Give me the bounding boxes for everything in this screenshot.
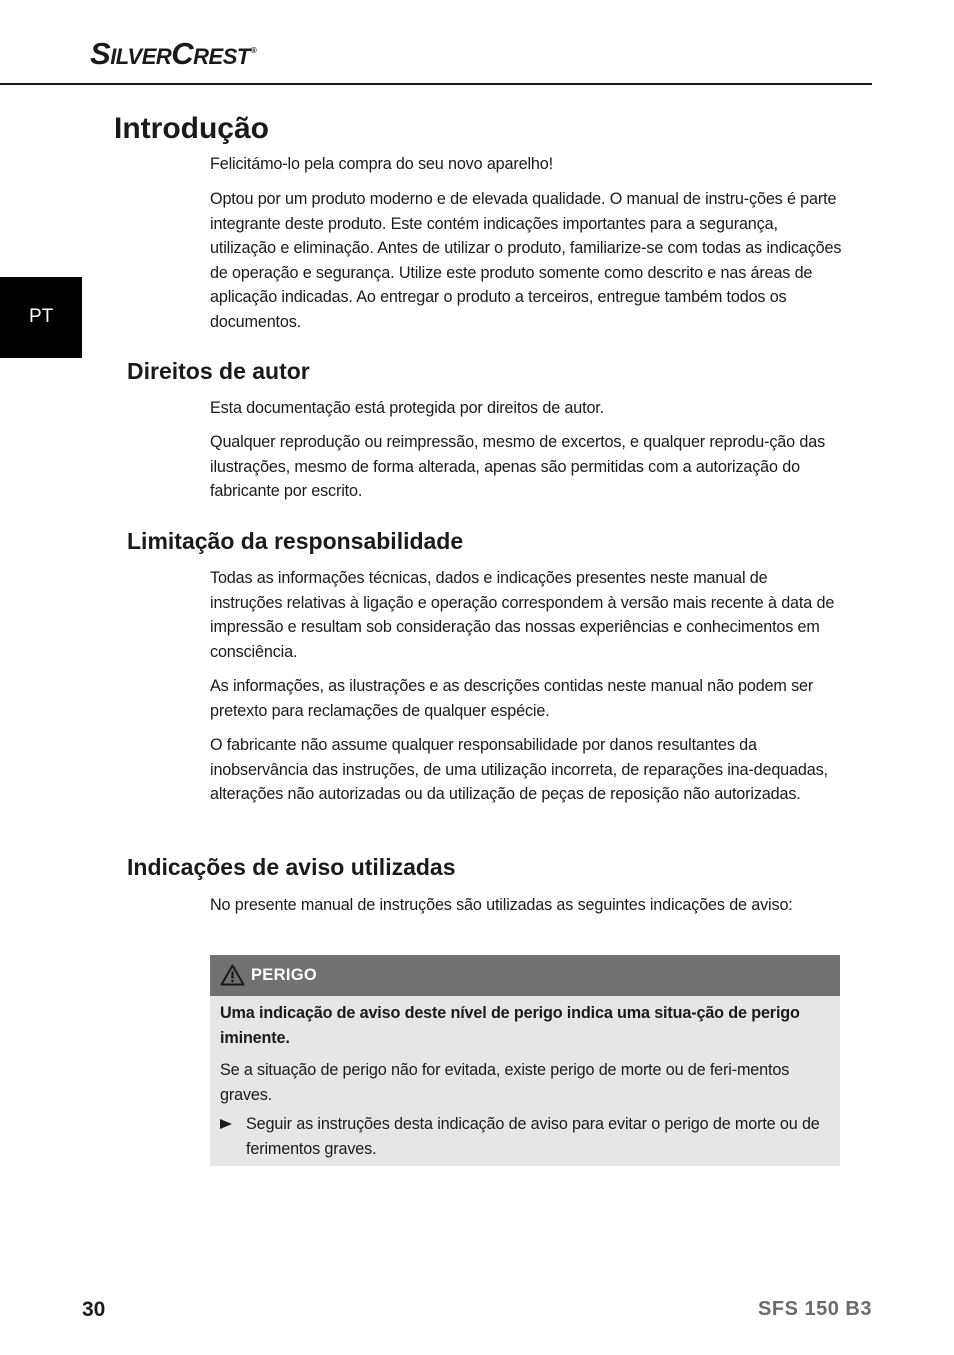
header-rule <box>0 83 872 85</box>
intro-paragraph-1: Felicitámo-lo pela compra do seu novo aparelho! <box>210 155 553 173</box>
section-title-copyright: Direitos de autor <box>127 358 310 384</box>
danger-warning-box <box>210 955 840 1166</box>
danger-consequence-text: Se a situação de perigo não for evitada, existe perigo de morte ou de feri-mentos graves. <box>220 1061 790 1104</box>
model-number: SFS 150 B3 <box>758 1298 872 1320</box>
page-title: Introdução <box>114 112 269 145</box>
section-title-warnings: Indicações de aviso utilizadas <box>127 854 456 880</box>
warnings-intro: No presente manual de instruções são utilizadas as seguintes indicações de aviso: <box>210 896 793 914</box>
liability-paragraph-3: O fabricante não assume qualquer responsabilidade por danos resultantes da inobservância das instruções, de uma utilização incorreta, de reparações ina-dequadas, alterações não autorizadas ou da utilização de peças de reposição não autorizadas. <box>210 736 828 804</box>
copyright-paragraph-1: Esta documentação está protegida por direitos de autor. <box>210 399 604 417</box>
danger-label: PERIGO <box>251 966 317 984</box>
warning-triangle-icon <box>220 964 245 986</box>
liability-paragraph-2: As informações, as ilustrações e as descrições contidas neste manual não podem ser pretexto para reclamações de qualquer espécie. <box>210 677 814 720</box>
section-title-liability: Limitação da responsabilidade <box>127 528 464 554</box>
copyright-paragraph-2: Qualquer reprodução ou reimpressão, mesmo de excertos, e qualquer reprodu-ção das ilustrações, mesmo de forma alterada, apenas são permitidas com a autorização do fabricante por escrito. <box>210 433 826 501</box>
danger-instruction-text: Seguir as instruções desta indicação de aviso para evitar o perigo de morte ou de ferimentos graves. <box>246 1115 820 1158</box>
silvercrest-logo: SILVERCREST® <box>90 36 257 71</box>
bullet-arrow-icon <box>220 1119 232 1129</box>
intro-paragraph-2: Optou por um produto moderno e de elevada qualidade. O manual de instru-ções é parte integrante deste produto. Este contém indicações importantes para a segurança, utilização e eliminação. Antes de utilizar o produto, familiarize-se com todas as indicações de operação e segurança. Utilize este produto somente como descrito e nas áreas de aplicação indicadas. Ao entregar o produto a terceiros, entregue também todos os documentos. <box>210 190 842 331</box>
danger-warning-header <box>210 955 840 996</box>
language-tab-label: PT <box>29 306 54 327</box>
danger-lead-text: Uma indicação de aviso deste nível de perigo indica uma situa-ção de perigo iminente. <box>220 1004 800 1047</box>
liability-paragraph-1: Todas as informações técnicas, dados e indicações presentes neste manual de instruções relativas à ligação e operação correspondem à versão mais recente à data de impressão e resultam sob consideração das nossas experiências e conhecimentos em consciência. <box>210 569 835 661</box>
language-tab <box>0 277 82 358</box>
page-number: 30 <box>82 1298 106 1321</box>
